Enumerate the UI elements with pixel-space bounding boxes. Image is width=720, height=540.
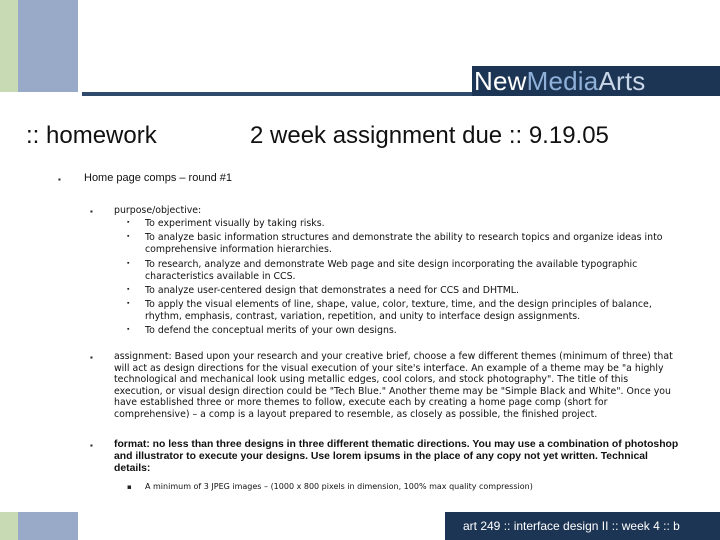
purpose-item	[90, 205, 689, 217]
objective-item	[127, 232, 685, 255]
page-title: :: homework	[26, 122, 157, 149]
bullet-icon: ▪	[90, 353, 93, 362]
brand-word-new: New	[474, 66, 527, 96]
technical-detail-item	[127, 482, 665, 492]
bullet-icon: ▪	[127, 326, 130, 333]
bullet-icon: ▪	[90, 441, 93, 450]
bullet-icon: ▪	[127, 260, 130, 267]
assignment-text: assignment: Based upon your research and your creative brief, choose a few different themes (minimum of three) that will act as design directions for the visual execution of your site's interface. An example of a theme may be "a highly technological and mechanical look using metallic edges, cool colors, and stock photography". The title of this execution, or visual design direction could be "Tech Blue." Another theme may be "Simple Black and White". Once you have established three or more themes to follow, execute each by creating a home page comp (short for comprehensive) – a comp is a layout prepared to resemble, as closely as possible, the finished project.	[114, 351, 673, 420]
objective-text: To analyze user-centered design that demonstrates a need for CCS and DHTML.	[145, 285, 520, 296]
brand-word-media: Media	[526, 66, 599, 96]
technical-detail-text: A minimum of 3 JPEG images – (1000 x 800 pixels in dimension, 100% max quality compression)	[145, 482, 533, 491]
bullet-icon: ▪	[127, 219, 130, 226]
objective-item	[127, 299, 685, 322]
objective-text: To research, analyze and demonstrate Web page and site design incorporating the available typographic characteristics available in CCS.	[145, 259, 638, 282]
purpose-label: purpose/objective:	[114, 205, 202, 216]
objective-text: To apply the visual elements of line, shape, value, color, texture, time, and the design principles of balance, rhythm, emphasis, contrast, variation, repetition, and unity to interface design assignments.	[145, 299, 652, 322]
footer-course-label: art 249 :: interface design II :: week 4 :: b	[445, 512, 720, 540]
brand-word-arts: Arts	[598, 66, 646, 96]
bullet-icon: ▪	[127, 300, 130, 307]
format-item	[90, 439, 679, 475]
decor-divider	[78, 0, 82, 92]
decor-block-green-bottom	[0, 512, 18, 540]
decor-block-blue-top	[18, 0, 78, 92]
objective-text: To experiment visually by taking risks.	[145, 218, 325, 229]
bullet-icon: ▪	[127, 233, 130, 240]
brand-logo	[472, 66, 720, 96]
decor-block-blue-bottom	[18, 512, 78, 540]
objective-item	[127, 218, 685, 230]
page-subtitle: 2 week assignment due :: 9.19.05	[250, 122, 609, 149]
objective-text: To defend the conceptual merits of your own designs.	[145, 325, 397, 336]
decor-block-green-top	[0, 0, 18, 92]
objective-text: To analyze basic information structures and demonstrate the ability to research topics and organize ideas into comprehensive information hierarchies.	[145, 232, 663, 255]
section-heading-item	[54, 172, 694, 185]
assignment-item	[90, 351, 679, 421]
objective-item	[127, 285, 685, 297]
section-heading: Home page comps – round #1	[84, 172, 232, 184]
objective-item	[127, 259, 685, 282]
format-text: format: no less than three designs in three different thematic directions. You may use a combination of photoshop and illustrator to execute your designs. Use lorem ipsums in the place of any copy not yet written. Technical details:	[114, 439, 679, 474]
bullet-icon: ▪	[127, 286, 130, 293]
bullet-icon: ▪	[90, 207, 93, 216]
bullet-icon: ▪	[127, 483, 132, 491]
objective-item	[127, 325, 685, 337]
bullet-icon: ▪	[58, 175, 61, 184]
